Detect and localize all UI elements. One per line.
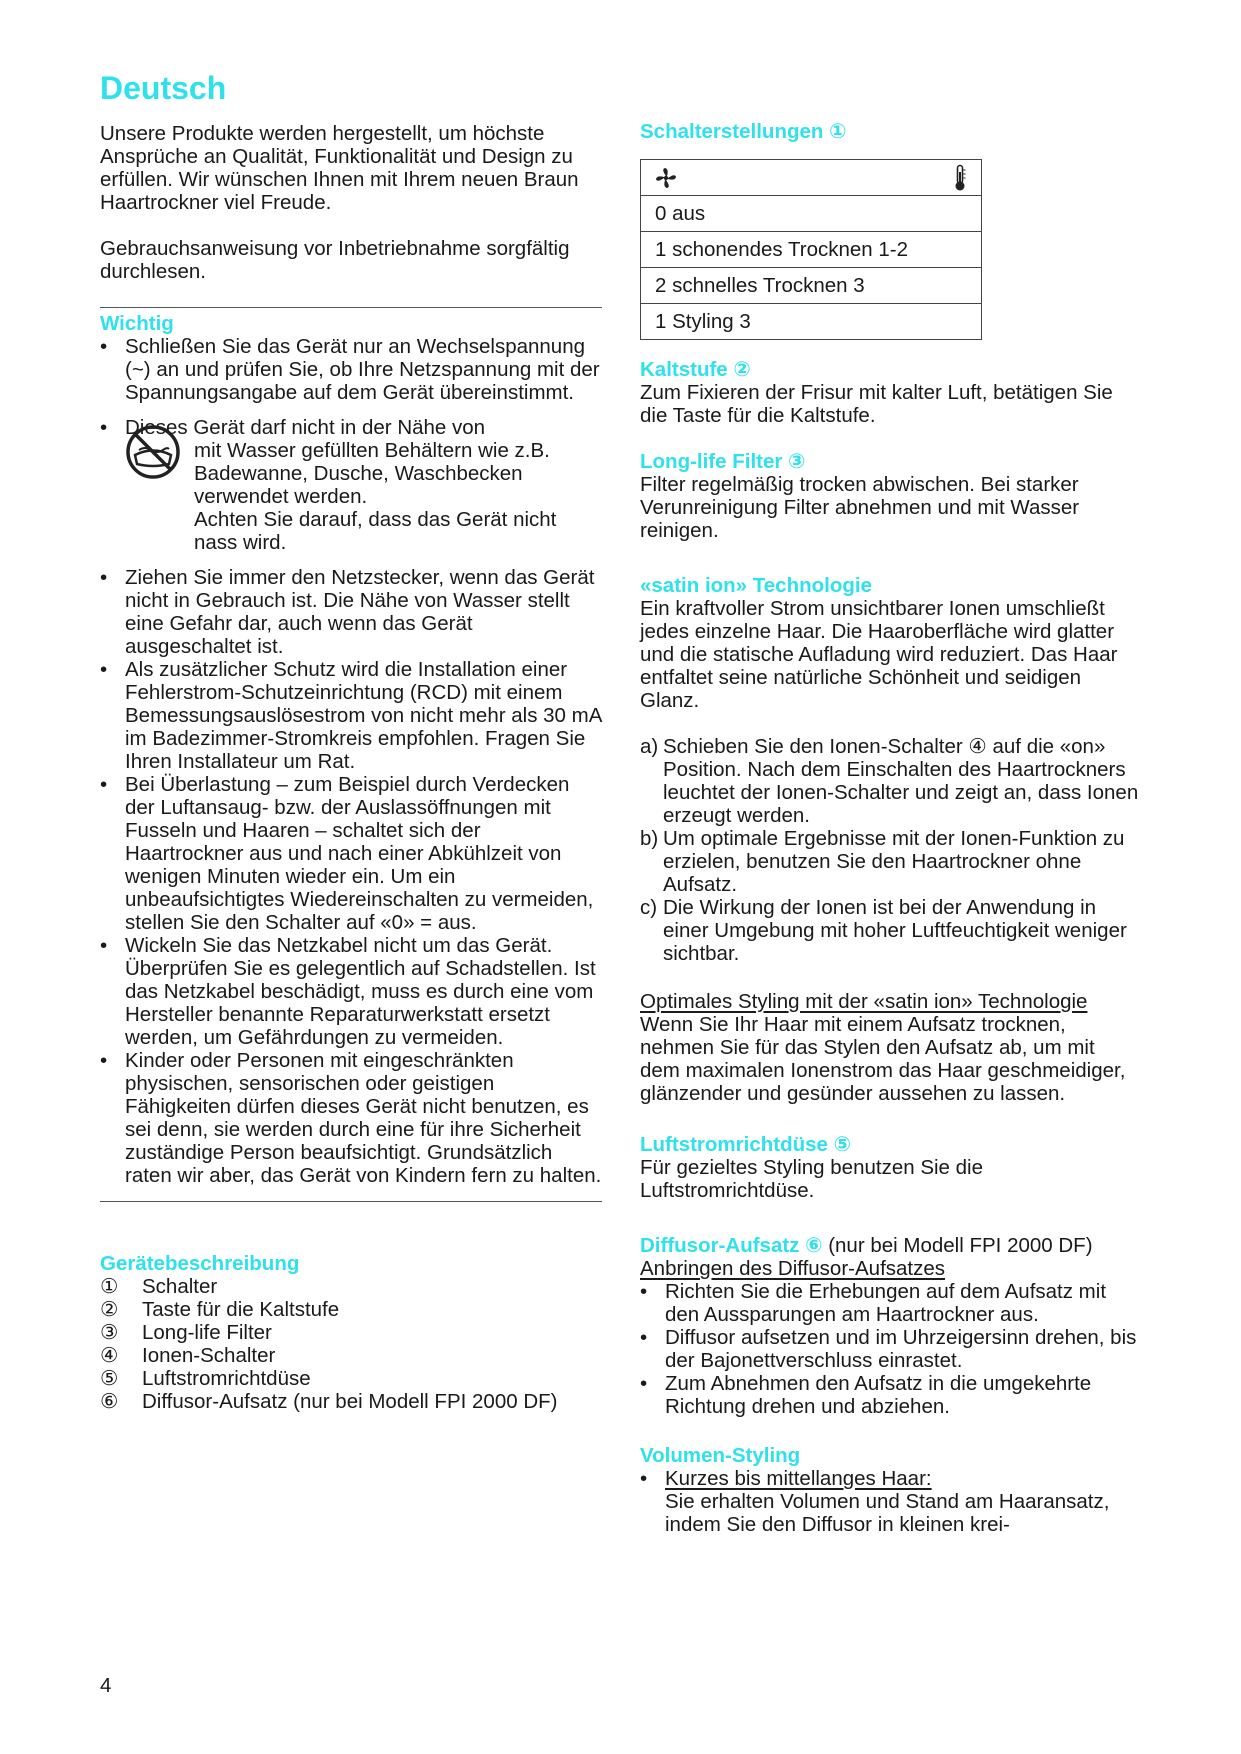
list-item: ③ Long-life Filter (100, 1321, 272, 1344)
warning-line-1: • Dieses Gerät darf nicht in der Nähe von (125, 416, 486, 439)
no-water-icon (125, 424, 181, 480)
diffusor-subheading: Anbringen des Diffusor-Aufsatzes (640, 1257, 946, 1280)
wichtig-list-continued (100, 566, 602, 1187)
table-row: 0 aus (641, 196, 982, 232)
list-item: b) Um optimale Ergebnisse mit der Ionen-Funktion zu erzielen, benutzen Sie den Haartrockner ohne Aufsatz. (640, 827, 1125, 896)
list-item: • Richten Sie die Erhebungen auf dem Aufsatz mit den Aussparungen am Haartrockner aus. (640, 1280, 1140, 1326)
water-warning (100, 416, 602, 554)
left-column (100, 70, 602, 1413)
list-item: • Zum Abnehmen den Aufsatz in die umgekehrte Richtung drehen und abziehen. (640, 1372, 1140, 1418)
schalterstellungen-section (640, 120, 1140, 340)
table-row: 2 schnelles Trocknen 3 (641, 268, 982, 304)
optimales-styling-section (640, 990, 1140, 1105)
kaltstufe-section (640, 358, 1140, 427)
optimales-styling-heading: Optimales Styling mit der «satin ion» Technologie (640, 990, 1088, 1013)
volumen-bullet-text: Sie erhalten Volumen und Stand am Haaransatz, indem Sie den Diffusor in kleinen krei- (665, 1490, 1110, 1536)
geraetebeschreibung-heading: Gerätebeschreibung (100, 1252, 300, 1275)
luftstrom-text: Für gezieltes Styling benutzen Sie die Luftstromrichtdüse. (640, 1156, 984, 1202)
list-item: c) Die Wirkung der Ionen ist bei der Anwendung in einer Umgebung mit hoher Luftfeuchtigkeit weniger sichtbar. (640, 896, 1127, 965)
filter-section (640, 450, 1140, 542)
intro-instruction: Gebrauchsanweisung vor Inbetriebnahme sorgfältig durchlesen. (100, 237, 570, 283)
section-divider (100, 307, 602, 308)
diffusor-list (640, 1280, 1140, 1418)
optimales-styling-text: Wenn Sie Ihr Haar mit einem Aufsatz trocknen, nehmen Sie für das Stylen den Aufsatz ab, um mit dem maximalen Ionenstrom das Haar geschmeidiger, glänzender und gesünder aussehen zu lassen. (640, 1013, 1126, 1105)
list-item: ④ Ionen-Schalter (100, 1344, 276, 1367)
list-item: ① Schalter (100, 1275, 218, 1298)
satin-ion-steps (640, 735, 1140, 965)
section-divider (100, 1201, 602, 1202)
list-item (640, 1467, 1140, 1536)
list-item: • Kinder oder Personen mit eingeschränkten physischen, sensorischen oder geistigen Fähigkeiten dürfen dieses Gerät nicht benutzen, es sei denn, sie werden durch eine für ihre Sicherheit zuständige Person beaufsichtigt. Grundsätzlich raten wir aber, das Gerät von Kindern fern zu halten. (100, 1049, 602, 1187)
volumen-heading: Volumen-Styling (640, 1444, 801, 1467)
list-item: ② Taste für die Kaltstufe (100, 1298, 340, 1321)
list-item: • Diffusor aufsetzen und im Uhrzeigersinn drehen, bis der Bajonettverschluss einrastet. (640, 1326, 1140, 1372)
page-number: 4 (100, 1674, 112, 1697)
table-row: 1 Styling 3 (641, 304, 982, 340)
diffusor-heading-note: (nur bei Modell FPI 2000 DF) (828, 1234, 1093, 1257)
wichtig-list (100, 335, 602, 404)
volumen-section (640, 1444, 1140, 1536)
list-item: ⑥ Diffusor-Aufsatz (nur bei Modell FPI 2000 DF) (100, 1390, 558, 1413)
geraetebeschreibung-section (100, 1252, 602, 1413)
satin-ion-section (640, 574, 1140, 965)
fan-icon (655, 167, 677, 189)
kaltstufe-heading: Kaltstufe ② (640, 358, 751, 381)
volumen-list (640, 1467, 1140, 1536)
list-item: • Schließen Sie das Gerät nur an Wechselspannung (~) an und prüfen Sie, ob Ihre Netzspannung mit der Spannungsangabe auf dem Gerät übereinstimmt. (100, 335, 602, 404)
list-item: • Als zusätzlicher Schutz wird die Installation einer Fehlerstrom-Schutzeinrichtung (RCD) mit einem Bemessungsauslösestrom von nicht mehr als 30 mA im Badezimmer-Stromkreis empfohlen. Fragen Sie Ihren Installateur um Rat. (100, 658, 602, 773)
table-header-row (641, 160, 982, 196)
switch-positions-table (640, 159, 982, 340)
diffusor-heading: Diffusor-Aufsatz ⑥ (640, 1234, 823, 1257)
right-column (640, 120, 1140, 1536)
filter-heading: Long-life Filter ③ (640, 450, 806, 473)
thermometer-icon (953, 164, 967, 192)
luftstrom-heading: Luftstromrichtdüse ⑤ (640, 1133, 851, 1156)
wichtig-section (100, 312, 602, 1187)
list-item: • Bei Überlastung – zum Beispiel durch Verdecken der Luftansaug- bzw. der Auslassöffnungen mit Fusseln und Haaren – schaltet sich der Haartrockner aus und nach einer Abkühlzeit von wenigen Minuten wieder ein. Um ein unbeaufsichtigtes Wiedereinschalten zu vermeiden, stellen Sie den Schalter auf «0» = aus. (100, 773, 602, 934)
list-item: a) Schieben Sie den Ionen-Schalter ④ auf die «on» Position. Nach dem Einschalten des Haartrockners leuchtet der Ionen-Schalter und zeigt an, dass Ionen erzeugt werden. (640, 735, 1139, 827)
filter-text: Filter regelmäßig trocken abwischen. Bei starker Verunreinigung Filter abnehmen und mit Wasser reinigen. (640, 473, 1080, 542)
table-row: 1 schonendes Trocknen 1-2 (641, 232, 982, 268)
intro-paragraph: Unsere Produkte werden hergestellt, um höchste Ansprüche an Qualität, Funktionalität und Design zu erfüllen. Wir wünschen Ihnen mit Ihrem neuen Braun Haartrockner viel Freude. (100, 122, 579, 214)
volumen-bullet-title: Kurzes bis mittellanges Haar: (665, 1467, 932, 1490)
kaltstufe-text: Zum Fixieren der Frisur mit kalter Luft, betätigen Sie die Taste für die Kaltstufe. (640, 381, 1113, 427)
luftstrom-section (640, 1133, 1140, 1202)
diffusor-section (640, 1234, 1140, 1418)
parts-list (100, 1275, 602, 1413)
diffusor-heading-line (640, 1234, 1140, 1257)
list-item: ⑤ Luftstromrichtdüse (100, 1367, 311, 1390)
warning-line-3: Achten Sie darauf, dass das Gerät nicht nass wird. (194, 508, 557, 554)
list-item: • Wickeln Sie das Netzkabel nicht um das Gerät. Überprüfen Sie es gelegentlich auf Schadstellen. Ist das Netzkabel beschädigt, muss es durch eine vom Hersteller benannte Reparaturwerkstatt ersetzt werden, um Gefährdungen zu vermeiden. (100, 934, 602, 1049)
satin-ion-text: Ein kraftvoller Strom unsichtbarer Ionen umschließt jedes einzelne Haar. Die Haaroberfläche wird glatter und die statische Aufladung wird reduziert. Das Haar entfaltet seine natürliche Schönheit und seidigen Glanz. (640, 597, 1118, 712)
satin-ion-heading: «satin ion» Technologie (640, 574, 872, 597)
warning-line-2: mit Wasser gefüllten Behältern wie z.B. Badewanne, Dusche, Waschbecken verwendet werden. (194, 439, 550, 508)
schalterstellungen-heading: Schalterstellungen ① (640, 120, 847, 143)
language-title: Deutsch (100, 70, 227, 106)
list-item: • Ziehen Sie immer den Netzstecker, wenn das Gerät nicht in Gebrauch ist. Die Nähe von Wasser stellt eine Gefahr dar, auch wenn das Gerät ausgeschaltet ist. (100, 566, 602, 658)
wichtig-heading: Wichtig (100, 312, 174, 335)
